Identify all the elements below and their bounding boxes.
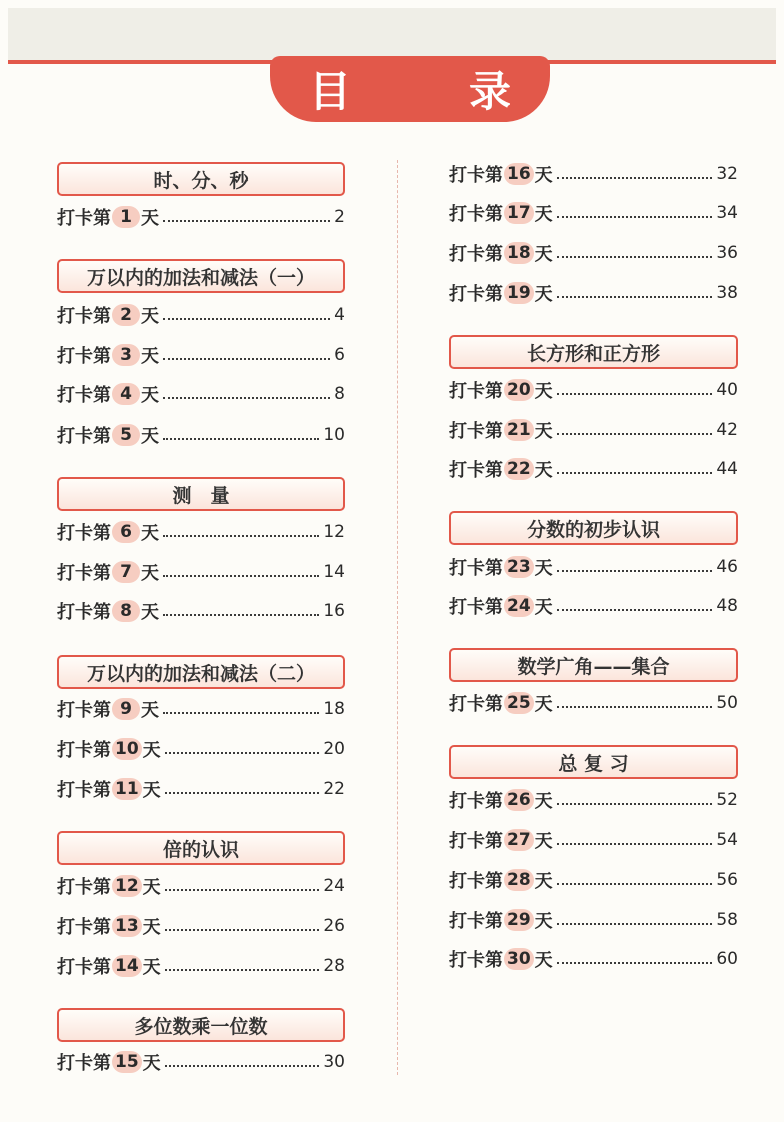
page-number: 14: [323, 562, 345, 582]
entry-prefix: 打卡第: [57, 917, 111, 938]
entry-suffix: 天: [534, 460, 553, 481]
day-number-badge: 14: [112, 955, 142, 977]
page-number: 10: [323, 425, 345, 445]
entry-prefix: 打卡第: [57, 877, 111, 898]
page-number: 50: [716, 693, 738, 713]
page-number: 34: [716, 203, 738, 223]
dot-leader: [557, 296, 713, 298]
toc-entry[interactable]: [57, 203, 345, 231]
dot-leader: [557, 570, 713, 572]
dot-leader: [557, 803, 713, 805]
dot-leader: [557, 962, 713, 964]
entry-prefix: 打卡第: [449, 558, 503, 579]
entry-prefix: 打卡第: [449, 871, 503, 892]
section-heading: 万以内的加法和减法（二）: [57, 655, 345, 689]
section-heading: 万以内的加法和减法（一）: [57, 259, 345, 293]
dot-leader: [557, 393, 713, 395]
entry-prefix: 打卡第: [57, 523, 111, 544]
page-number: 24: [323, 876, 345, 896]
entry-prefix: 打卡第: [449, 284, 503, 305]
day-number-badge: 21: [504, 419, 534, 441]
page-number: 20: [323, 739, 345, 759]
dot-leader: [557, 472, 713, 474]
entry-suffix: 天: [141, 563, 159, 584]
toc-entry[interactable]: [57, 1048, 345, 1076]
toc-entry[interactable]: [449, 279, 738, 307]
entry-suffix: 天: [141, 426, 159, 447]
day-number-badge: 4: [112, 383, 140, 405]
section-heading: 测 量: [57, 477, 345, 511]
toc-entry[interactable]: [57, 735, 345, 763]
entry-suffix: 天: [142, 877, 161, 898]
toc-entry[interactable]: [449, 553, 738, 581]
page-number: 4: [334, 305, 345, 325]
dot-leader: [557, 609, 713, 611]
page-number: 28: [323, 956, 345, 976]
toc-entry[interactable]: [57, 872, 345, 900]
dot-leader: [165, 792, 320, 794]
toc-entry[interactable]: [449, 199, 738, 227]
entry-suffix: 天: [142, 1053, 161, 1074]
entry-suffix: 天: [141, 523, 159, 544]
toc-entry[interactable]: [449, 786, 738, 814]
dot-leader: [557, 923, 713, 925]
page-number: 12: [323, 522, 345, 542]
entry-suffix: 天: [141, 385, 159, 406]
entry-suffix: 天: [534, 791, 553, 812]
entry-suffix: 天: [142, 957, 161, 978]
day-number-badge: 25: [504, 692, 534, 714]
toc-entry[interactable]: [449, 160, 738, 188]
entry-prefix: 打卡第: [57, 602, 111, 623]
page-number: 36: [716, 243, 738, 263]
entry-prefix: 打卡第: [57, 208, 111, 229]
toc-entry[interactable]: [449, 945, 738, 973]
entry-prefix: 打卡第: [57, 563, 111, 584]
section-heading: 时、分、秒: [57, 162, 345, 196]
entry-suffix: 天: [534, 381, 553, 402]
day-number-badge: 16: [504, 163, 534, 185]
entry-suffix: 天: [534, 284, 553, 305]
entry-suffix: 天: [142, 780, 161, 801]
dot-leader: [557, 433, 713, 435]
toc-entry[interactable]: [449, 689, 738, 717]
entry-prefix: 打卡第: [449, 694, 503, 715]
entry-prefix: 打卡第: [57, 426, 111, 447]
day-number-badge: 2: [112, 304, 140, 326]
toc-entry[interactable]: [449, 826, 738, 854]
toc-entry[interactable]: [449, 239, 738, 267]
dot-leader: [163, 712, 319, 714]
entry-prefix: 打卡第: [449, 381, 503, 402]
page-number: 44: [716, 459, 738, 479]
entry-suffix: 天: [534, 597, 553, 618]
column-divider: [397, 160, 398, 1075]
day-number-badge: 29: [504, 909, 534, 931]
day-number-badge: 19: [504, 282, 534, 304]
toc-entry[interactable]: [57, 341, 345, 369]
entry-prefix: 打卡第: [449, 165, 503, 186]
entry-prefix: 打卡第: [57, 385, 111, 406]
toc-entry[interactable]: [57, 912, 345, 940]
entry-suffix: 天: [534, 558, 553, 579]
day-number-badge: 22: [504, 458, 534, 480]
toc-entry[interactable]: [57, 952, 345, 980]
entry-prefix: 打卡第: [449, 597, 503, 618]
entry-suffix: 天: [534, 871, 553, 892]
day-number-badge: 6: [112, 521, 140, 543]
day-number-badge: 3: [112, 344, 140, 366]
dot-leader: [165, 889, 320, 891]
page-number: 8: [334, 384, 345, 404]
day-number-badge: 12: [112, 875, 142, 897]
entry-prefix: 打卡第: [449, 244, 503, 265]
day-number-badge: 13: [112, 915, 142, 937]
toc-entry[interactable]: [57, 695, 345, 723]
day-number-badge: 30: [504, 948, 534, 970]
toc-entry[interactable]: [449, 592, 738, 620]
entry-suffix: 天: [534, 911, 553, 932]
section-heading: 总 复 习: [449, 745, 738, 779]
entry-prefix: 打卡第: [449, 204, 503, 225]
day-number-badge: 10: [112, 738, 142, 760]
dot-leader: [557, 883, 713, 885]
dot-leader: [163, 397, 330, 399]
day-number-badge: 28: [504, 869, 534, 891]
dot-leader: [165, 929, 320, 931]
entry-suffix: 天: [142, 740, 161, 761]
entry-prefix: 打卡第: [449, 950, 503, 971]
page-number: 40: [716, 380, 738, 400]
dot-leader: [163, 535, 319, 537]
toc-entry[interactable]: [449, 416, 738, 444]
page-number: 32: [716, 164, 738, 184]
day-number-badge: 5: [112, 424, 140, 446]
toc-entry[interactable]: [449, 455, 738, 483]
entry-suffix: 天: [141, 346, 159, 367]
toc-entry[interactable]: [57, 597, 345, 625]
entry-prefix: 打卡第: [449, 460, 503, 481]
entry-suffix: 天: [141, 602, 159, 623]
dot-leader: [163, 220, 330, 222]
entry-suffix: 天: [534, 165, 553, 186]
section-heading: 分数的初步认识: [449, 511, 738, 545]
dot-leader: [163, 614, 319, 616]
entry-prefix: 打卡第: [57, 957, 111, 978]
day-number-badge: 9: [112, 698, 140, 720]
toc-entry[interactable]: [57, 301, 345, 329]
page-number: 54: [716, 830, 738, 850]
page-number: 48: [716, 596, 738, 616]
entry-suffix: 天: [534, 244, 553, 265]
dot-leader: [557, 256, 713, 258]
page-number: 16: [323, 601, 345, 621]
page-number: 30: [323, 1052, 345, 1072]
dot-leader: [165, 969, 320, 971]
day-number-badge: 7: [112, 561, 140, 583]
entry-suffix: 天: [141, 306, 159, 327]
entry-suffix: 天: [534, 204, 553, 225]
toc-entry[interactable]: [449, 376, 738, 404]
entry-prefix: 打卡第: [449, 791, 503, 812]
entry-suffix: 天: [141, 208, 159, 229]
page-number: 52: [716, 790, 738, 810]
page-number: 42: [716, 420, 738, 440]
entry-prefix: 打卡第: [449, 831, 503, 852]
dot-leader: [163, 575, 319, 577]
day-number-badge: 26: [504, 789, 534, 811]
entry-prefix: 打卡第: [57, 346, 111, 367]
dot-leader: [557, 177, 713, 179]
entry-prefix: 打卡第: [57, 306, 111, 327]
page-number: 26: [323, 916, 345, 936]
entry-suffix: 天: [534, 421, 553, 442]
page-number: 38: [716, 283, 738, 303]
dot-leader: [557, 216, 713, 218]
day-number-badge: 27: [504, 829, 534, 851]
section-heading: 长方形和正方形: [449, 335, 738, 369]
dot-leader: [163, 438, 319, 440]
section-heading: 数学广角——集合: [449, 648, 738, 682]
entry-suffix: 天: [534, 831, 553, 852]
page-number: 2: [334, 207, 345, 227]
day-number-badge: 23: [504, 556, 534, 578]
toc-entry[interactable]: [57, 380, 345, 408]
day-number-badge: 8: [112, 600, 140, 622]
page-number: 56: [716, 870, 738, 890]
entry-prefix: 打卡第: [57, 1053, 111, 1074]
entry-prefix: 打卡第: [57, 700, 111, 721]
page-number: 18: [323, 699, 345, 719]
day-number-badge: 15: [112, 1051, 142, 1073]
day-number-badge: 17: [504, 202, 534, 224]
entry-prefix: 打卡第: [449, 421, 503, 442]
dot-leader: [163, 318, 330, 320]
entry-suffix: 天: [534, 950, 553, 971]
toc-entry[interactable]: [57, 558, 345, 586]
dot-leader: [165, 1065, 320, 1067]
page-number: 58: [716, 910, 738, 930]
toc-entry[interactable]: [449, 866, 738, 894]
entry-suffix: 天: [141, 700, 159, 721]
day-number-badge: 24: [504, 595, 534, 617]
dot-leader: [163, 358, 330, 360]
toc-entry[interactable]: [57, 421, 345, 449]
entry-suffix: 天: [534, 694, 553, 715]
day-number-badge: 20: [504, 379, 534, 401]
title-tab: [270, 56, 550, 122]
entry-prefix: 打卡第: [449, 911, 503, 932]
toc-entry[interactable]: [57, 518, 345, 546]
dot-leader: [557, 706, 713, 708]
day-number-badge: 1: [112, 206, 140, 228]
dot-leader: [165, 752, 320, 754]
toc-entry[interactable]: [57, 775, 345, 803]
page-title: 目 录: [308, 67, 549, 116]
page-number: 6: [334, 345, 345, 365]
page-number: 60: [716, 949, 738, 969]
entry-prefix: 打卡第: [57, 740, 111, 761]
page-number: 46: [716, 557, 738, 577]
entry-prefix: 打卡第: [57, 780, 111, 801]
toc-entry[interactable]: [449, 906, 738, 934]
dot-leader: [557, 843, 713, 845]
section-heading: 多位数乘一位数: [57, 1008, 345, 1042]
section-heading: 倍的认识: [57, 831, 345, 865]
page-number: 22: [323, 779, 345, 799]
day-number-badge: 18: [504, 242, 534, 264]
header-band: [8, 8, 776, 60]
day-number-badge: 11: [112, 778, 142, 800]
entry-suffix: 天: [142, 917, 161, 938]
